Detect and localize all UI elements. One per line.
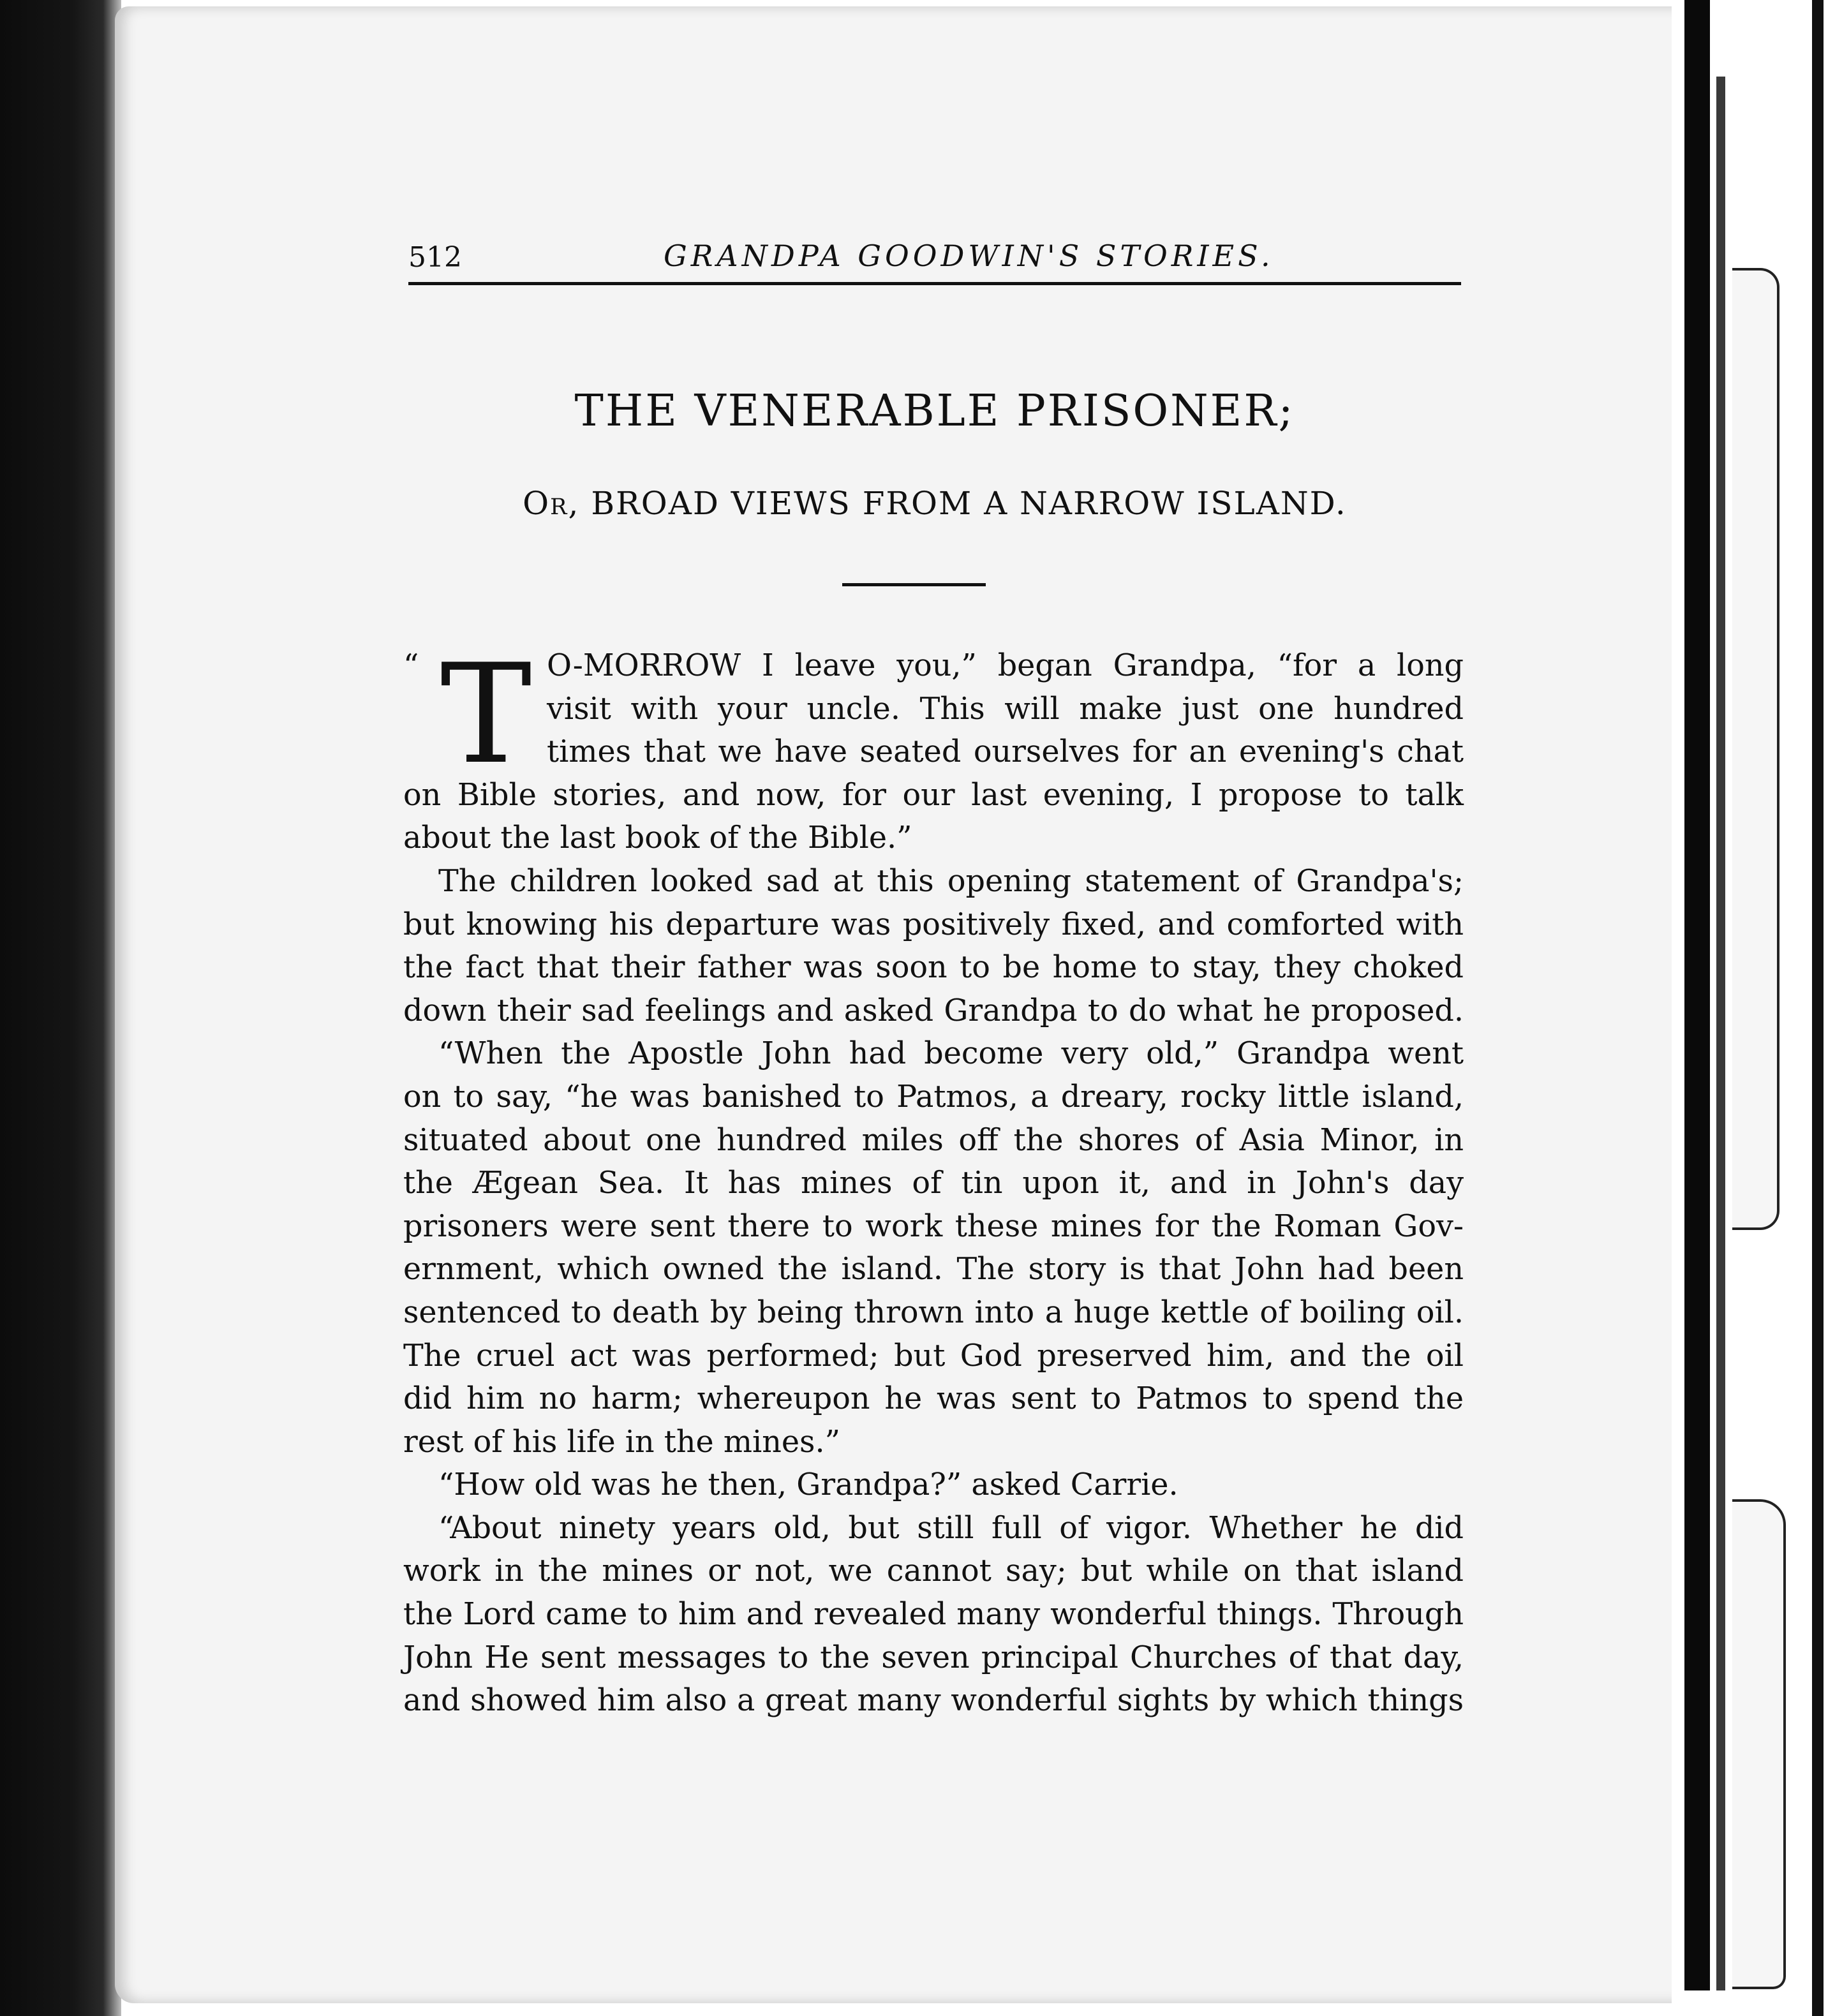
text-line: down their sad feelings and asked Grandpa to do what he proposed. xyxy=(403,993,1464,1028)
text-line: work in the mines or not, we cannot say; but while on that island xyxy=(403,1553,1464,1589)
text-line: O-MORROW I leave you,” began Grandpa, “for a long xyxy=(547,648,1464,683)
ornament-rule xyxy=(842,583,986,586)
running-head: GRANDPA GOODWIN'S STORIES. xyxy=(664,239,1274,273)
text-line: about the last book of the Bible.” xyxy=(403,820,912,856)
text-line: on Bible stories, and now, for our last evening, I propose to talk xyxy=(403,777,1464,813)
torn-page-edge-lower xyxy=(1732,1499,1786,1989)
text-line: the Lord came to him and revealed many wonderful things. Through xyxy=(403,1597,1464,1633)
page-header xyxy=(408,230,1461,287)
text-line: situated about one hundred miles off the shores of Asia Minor, in xyxy=(403,1122,1464,1158)
facing-page-edge xyxy=(1812,0,1824,2016)
header-rule xyxy=(408,282,1461,285)
body-text xyxy=(403,634,1464,1723)
text-line: on to say, “he was banished to Patmos, a dreary, rocky little island, xyxy=(403,1079,1464,1115)
text-line: ernment, which owned the island. The story is that John had been xyxy=(403,1252,1464,1287)
text-line: “How old was he then, Grandpa?” asked Carrie. xyxy=(438,1467,1178,1503)
text-line: and showed him also a great many wonderful sights by which things xyxy=(403,1683,1464,1719)
text-line: rest of his life in the mines.” xyxy=(403,1424,840,1460)
chapter-title: THE VENERABLE PRISONER; xyxy=(574,386,1295,436)
text-line: the fact that their father was soon to be home to stay, they choked xyxy=(403,950,1464,986)
text-line: sentenced to death by being thrown into a huge kettle of boiling oil. xyxy=(403,1294,1464,1330)
text-line: “About ninety years old, but still full of vigor. Whether he did xyxy=(438,1510,1464,1546)
text-line: The cruel act was performed; but God preserved him, and the oil xyxy=(403,1338,1464,1374)
subtitle-lead: Or, xyxy=(523,485,580,522)
binding-shadow xyxy=(1684,0,1710,1990)
text-line: times that we have seated ourselves for an evening's chat xyxy=(547,734,1464,770)
page-number: 512 xyxy=(408,241,462,274)
text-line: visit with your uncle. This will make just one hundred xyxy=(547,691,1464,727)
binding-edge xyxy=(1716,77,1725,1990)
text-line: did him no harm; whereupon he was sent to Patmos to spend the xyxy=(403,1381,1464,1417)
text-line: prisoners were sent there to work these mines for the Roman Gov- xyxy=(403,1208,1464,1244)
text-line: but knowing his departure was positively fixed, and comforted with xyxy=(403,907,1464,942)
subtitle-text: BROAD VIEWS FROM A NARROW ISLAND. xyxy=(591,485,1347,522)
binding-gutter xyxy=(1672,0,1835,2016)
opening-quote: “ xyxy=(403,648,419,683)
chapter-subtitle xyxy=(408,485,1461,522)
text-line: John He sent messages to the seven principal Churches of that day, xyxy=(403,1640,1464,1675)
book-spine xyxy=(0,0,121,2016)
text-line: The children looked sad at this opening statement of Grandpa's; xyxy=(438,863,1464,899)
text-line: “When the Apostle John had become very old,” Grandpa went xyxy=(438,1036,1464,1072)
torn-page-edge-upper xyxy=(1732,268,1779,1230)
text-line: the Ægean Sea. It has mines of tin upon it, and in John's day xyxy=(403,1166,1464,1201)
drop-cap: T xyxy=(440,634,532,794)
